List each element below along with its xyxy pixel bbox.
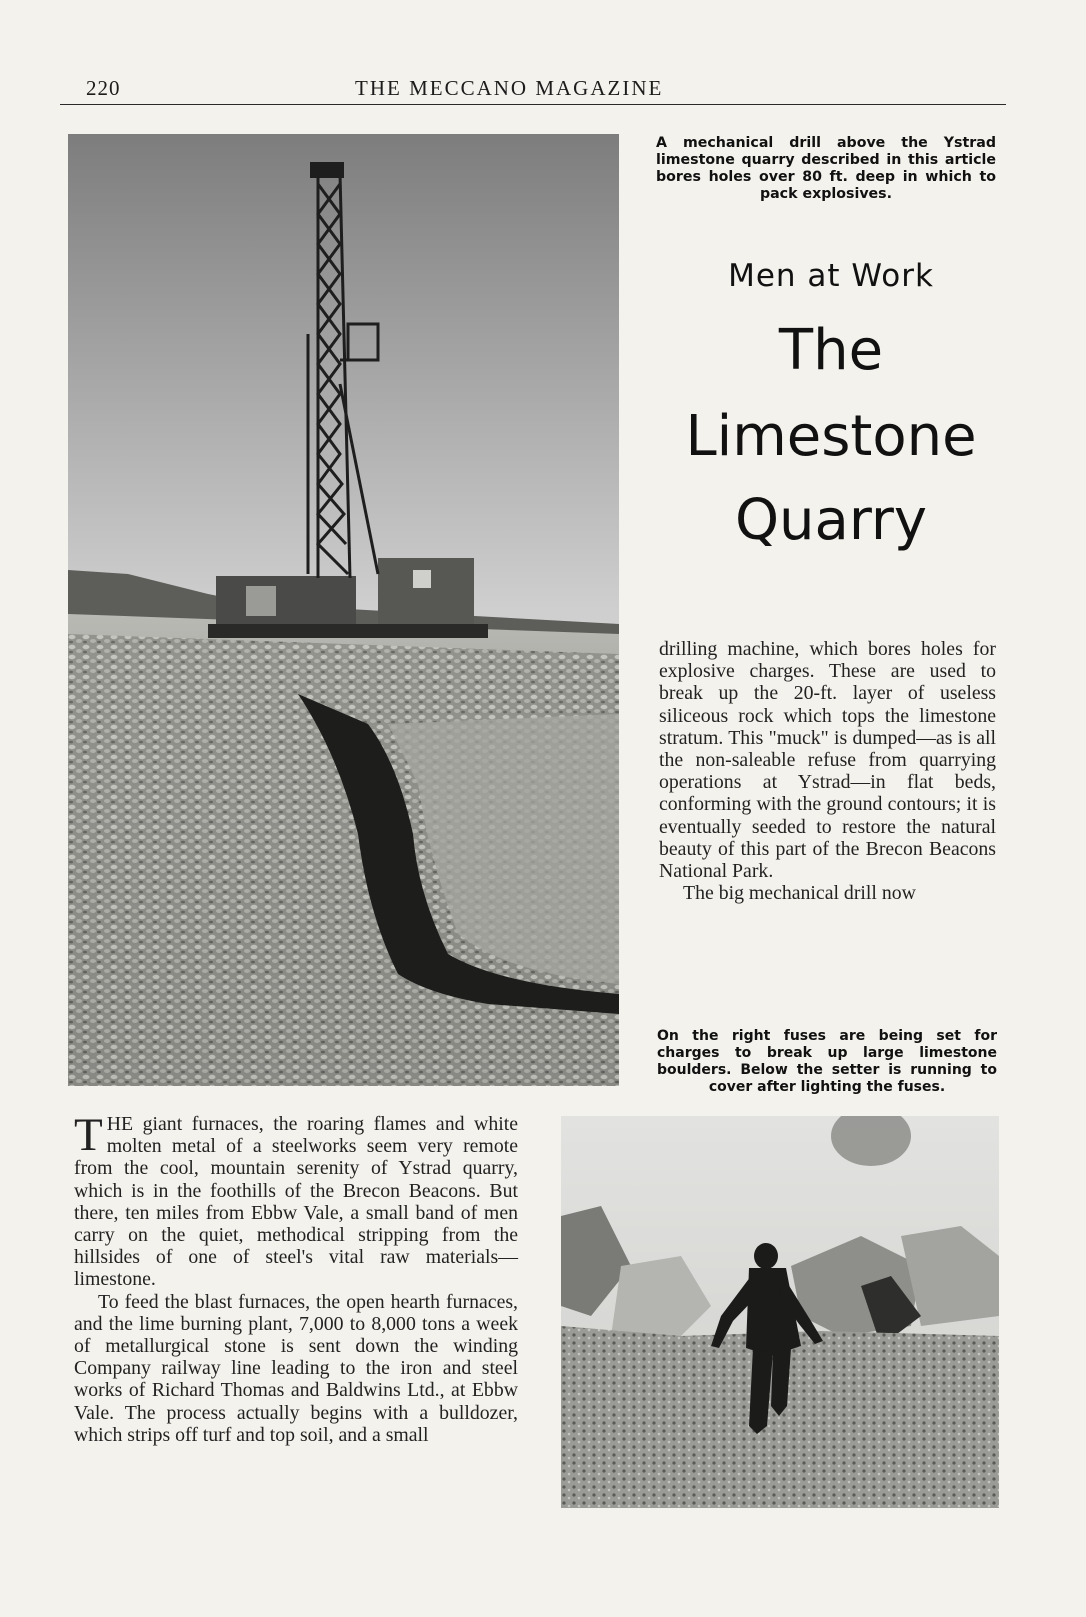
- magazine-title: THE MECCANO MAGAZINE: [355, 76, 664, 100]
- article-paragraph-text: HE giant furnaces, the roaring flames and white molten metal of a steelworks seem very remote from the cool, mountain serenity of Ystrad quarry, which is in the foothills of the Brecon Beacons. But there, ten miles from Ebbw Vale, a small band of men carry on the quiet, methodical stripping from the hillsides of one of steel's vital raw materials—limestone.: [74, 1113, 518, 1291]
- article-column-right: [659, 638, 996, 904]
- article-paragraph: The big mechanical drill now: [683, 882, 916, 905]
- article-paragraph: [74, 1109, 518, 1291]
- headline-kicker: Men at Work: [728, 258, 934, 294]
- headline-title-line-3: Quarry: [734, 488, 928, 553]
- headline-title-line-1: The: [778, 318, 884, 383]
- headline-title-line-2: Limestone: [685, 404, 977, 469]
- drill-photo: [68, 134, 619, 1086]
- drop-cap: T: [74, 1109, 103, 1161]
- article-paragraph: To feed the blast furnaces, the open hearth furnaces, and the lime burning plant, 7,000 to 8,000 tons a week of metallurgical stone is sent down the winding Company railway line leading to the iron and steel works of Richard Thomas and Baldwins Ltd., at Ebbw Vale. The process actually begins with a bulldozer, which strips off turf and top soil, and a small: [74, 1290, 518, 1446]
- page-number: 220: [86, 76, 121, 100]
- fuses-photo-caption: On the right fuses are being set for charges to break up large limestone boulders. Below the setter is running to cover after lighting the fuses.: [657, 1028, 997, 1095]
- fuses-photo: [561, 1116, 999, 1508]
- page-header: [60, 74, 1006, 105]
- article-paragraph: drilling machine, which bores holes for explosive charges. These are used to break up the 20-ft. layer of useless siliceous rock which tops the limestone stratum. This "muck" is dumped—as is all the non-saleable refuse from quarrying operations at Ystrad—in flat beds, conforming with the ground contours; it is eventually seeded to restore the natural beauty of this part of the Brecon Beacons National Park.: [659, 638, 996, 883]
- article-column-left: [74, 1109, 518, 1446]
- drill-photo-caption: A mechanical drill above the Ystrad limestone quarry described in this article bores holes over 80 ft. deep in which to pack explosives.: [656, 135, 996, 202]
